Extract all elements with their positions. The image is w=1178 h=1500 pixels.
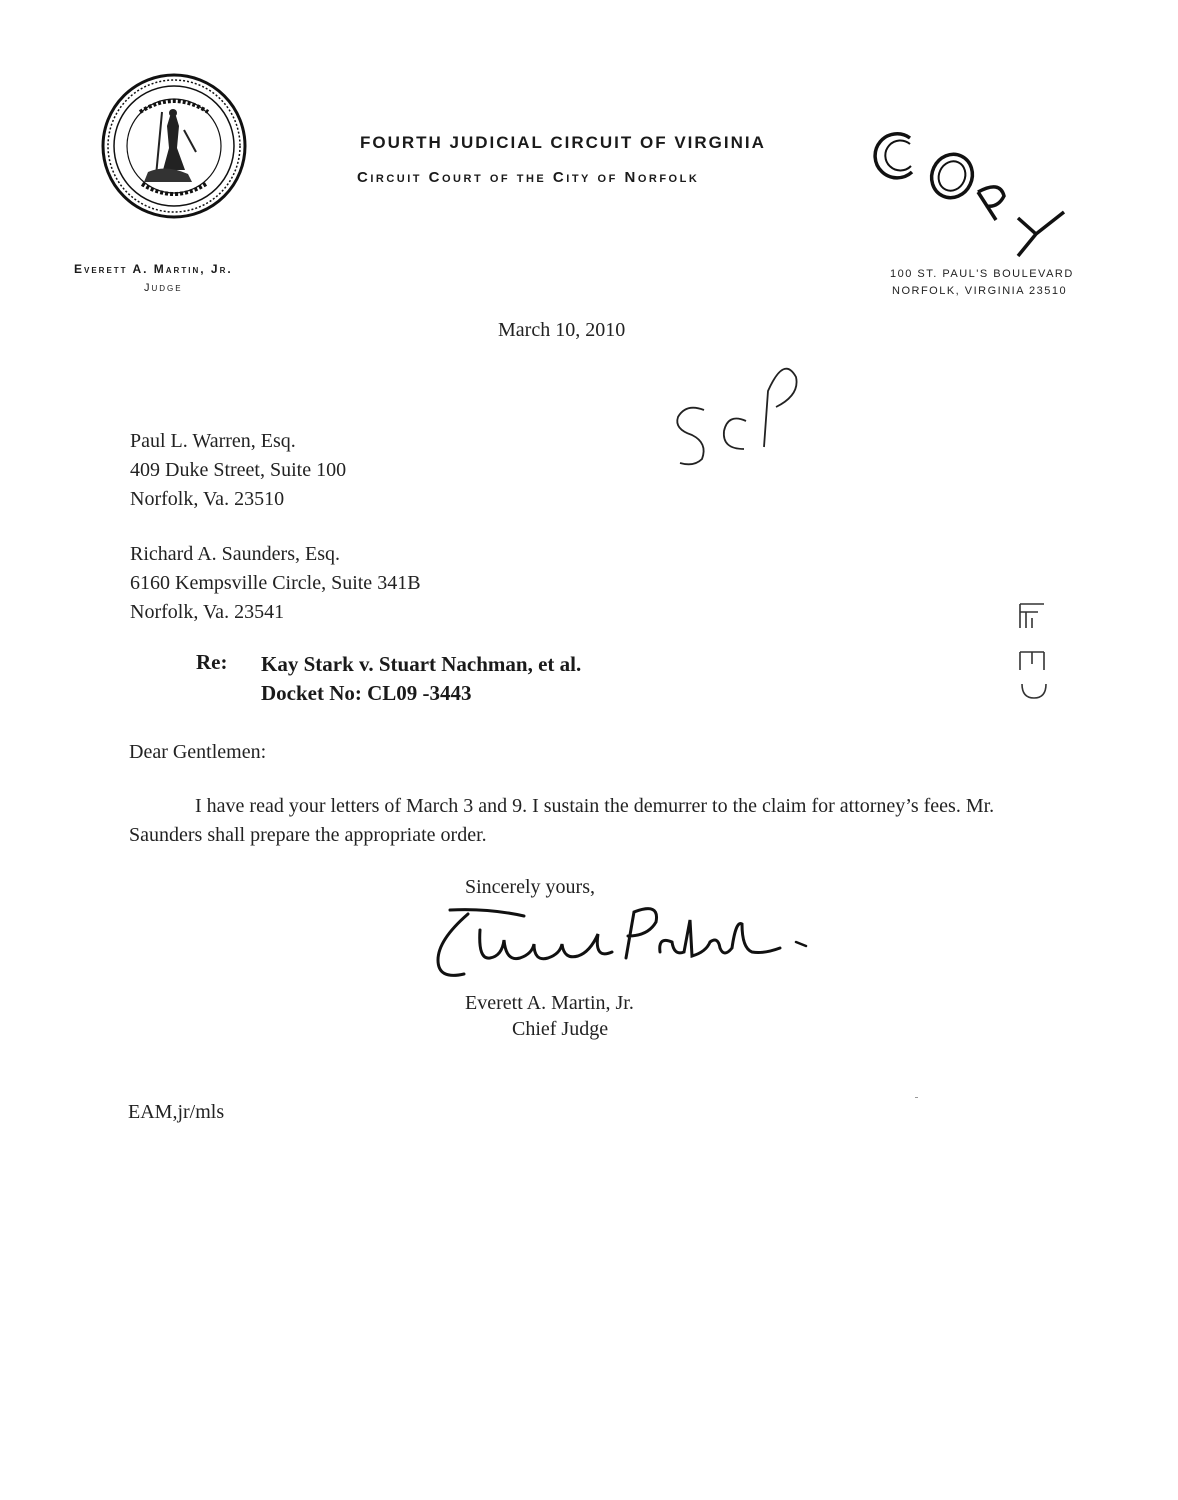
- signer-name: Everett A. Martin, Jr.: [465, 992, 634, 1014]
- handwritten-signature: [428, 900, 813, 995]
- re-label: Re:: [196, 650, 228, 674]
- recipient-address-2: [130, 540, 421, 627]
- recipient-2-city: Norfolk, Va. 23541: [130, 601, 285, 623]
- court-address-line-2: NORFOLK, VIRGINIA 23510: [892, 285, 1068, 297]
- recipient-2-street: 6160 Kempsville Circle, Suite 341B: [130, 572, 421, 594]
- letterhead-judge-name: Everett A. Martin, Jr.: [74, 262, 233, 276]
- virginia-seal-icon: [100, 72, 248, 220]
- handwritten-initials-scp: [664, 355, 814, 485]
- filed-stamp-icon: [1012, 598, 1052, 708]
- typist-initials: EAM,jr/mls: [128, 1101, 225, 1123]
- recipient-1-street: 409 Duke Street, Suite 100: [130, 459, 347, 481]
- recipient-2-name: Richard A. Saunders, Esq.: [130, 543, 340, 565]
- re-docket-number: Docket No: CL09 -3443: [261, 681, 472, 705]
- salutation: Dear Gentlemen:: [129, 741, 267, 763]
- letterhead-judge-title: Judge: [144, 282, 183, 294]
- court-name-line-2: Circuit Court of the City of Norfolk: [357, 169, 700, 186]
- court-address-line-1: 100 ST. PAUL'S BOULEVARD: [890, 268, 1074, 280]
- recipient-1-name: Paul L. Warren, Esq.: [130, 430, 296, 452]
- recipient-1-city: Norfolk, Va. 23510: [130, 488, 285, 510]
- letter-body-text: I have read your letters of March 3 and 9. I sustain the demurrer to the claim for attorney’s fees. Mr. Saunders shall prepare the appropriate order.: [129, 795, 995, 846]
- recipient-address-1: [130, 427, 346, 514]
- copy-stamp-icon: [868, 110, 1073, 260]
- scan-speck: [915, 1097, 918, 1098]
- re-case-title: Kay Stark v. Stuart Nachman, et al.: [261, 652, 582, 676]
- re-subject: [261, 650, 581, 708]
- court-name-line-1: FOURTH JUDICIAL CIRCUIT OF VIRGINIA: [360, 133, 766, 152]
- letter-body: [129, 792, 1029, 850]
- letter-date: March 10, 2010: [498, 319, 626, 341]
- closing: Sincerely yours,: [465, 876, 595, 898]
- signer-title: Chief Judge: [512, 1018, 609, 1040]
